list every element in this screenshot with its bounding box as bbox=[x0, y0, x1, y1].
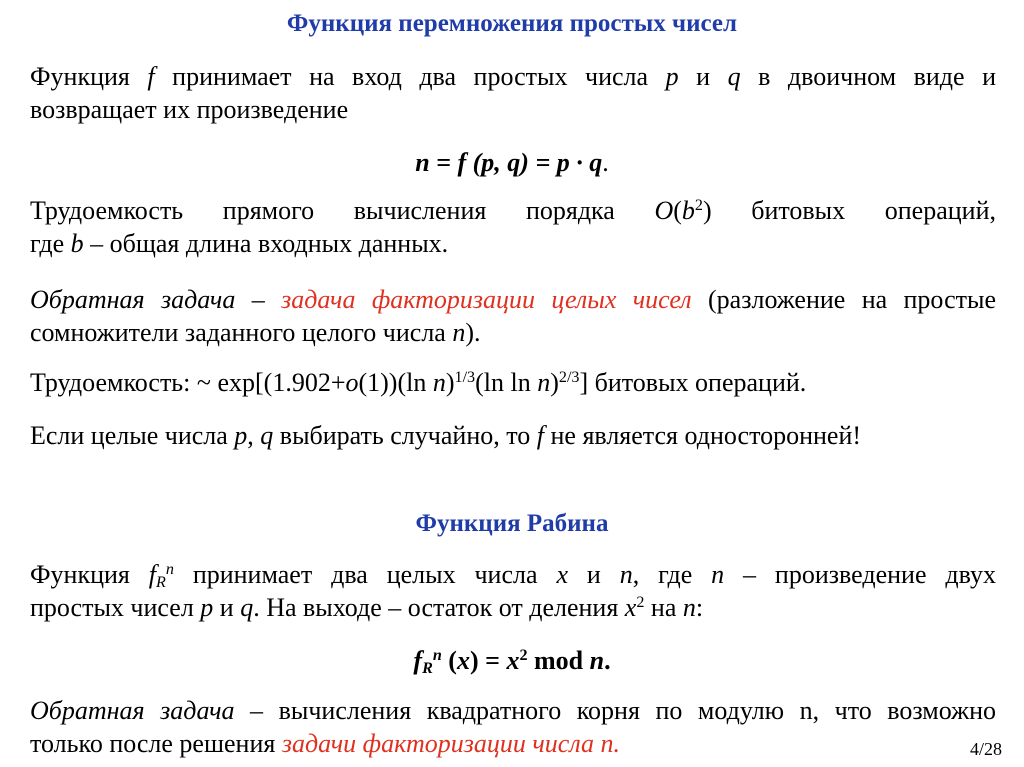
text: только после решения bbox=[30, 729, 282, 758]
paragraph-rabin-inverse bbox=[30, 694, 996, 760]
paragraph-line bbox=[30, 366, 996, 399]
var-q: q bbox=[260, 421, 274, 450]
var-p: p bbox=[234, 421, 248, 450]
text: ) bbox=[550, 368, 559, 397]
text: (1))(ln bbox=[358, 368, 433, 397]
var-n: n bbox=[682, 593, 696, 622]
text: mod bbox=[527, 646, 590, 675]
var-x: x bbox=[506, 646, 520, 675]
text: – произведение двух bbox=[724, 560, 997, 589]
text: – вычисления квадратного корня по модулю n, что возможно bbox=[234, 696, 996, 725]
var-f: f bbox=[413, 646, 423, 675]
text: и bbox=[567, 560, 620, 589]
paragraph-factorization-complexity bbox=[30, 366, 996, 399]
paragraph-line bbox=[30, 194, 996, 227]
text: сомножители заданного целого числа bbox=[30, 318, 453, 347]
var-n: n bbox=[537, 368, 551, 397]
exponent: 2 bbox=[694, 197, 703, 215]
superscript: n bbox=[165, 561, 174, 579]
text: – общая длина входных данных. bbox=[83, 229, 449, 258]
text: : bbox=[695, 593, 704, 622]
text: Трудоемкость прямого вычисления порядка bbox=[30, 196, 655, 225]
text: ( bbox=[441, 646, 457, 675]
subscript: R bbox=[422, 660, 433, 678]
text: на bbox=[644, 593, 683, 622]
exponent: 2/3 bbox=[558, 369, 580, 387]
text: . На выходе – остаток от деления bbox=[253, 593, 625, 622]
exponent: 2 bbox=[636, 594, 645, 612]
var-f: f bbox=[148, 560, 157, 589]
paragraph-inverse-problem bbox=[30, 283, 996, 349]
paragraph-line bbox=[30, 558, 996, 591]
paragraph-line bbox=[30, 591, 996, 624]
exponent: 1/3 bbox=[454, 369, 476, 387]
var-n: n bbox=[619, 560, 633, 589]
var-x: x bbox=[624, 593, 637, 622]
text: , bbox=[247, 421, 261, 450]
highlight-factorization: задачи факторизации числа n. bbox=[281, 729, 620, 758]
paragraph-line bbox=[30, 316, 996, 349]
paragraph-line bbox=[30, 694, 996, 727]
text: и bbox=[678, 62, 728, 91]
slide-title: Функция перемножения простых чисел bbox=[286, 10, 738, 37]
text: ) битовых операций, bbox=[702, 196, 996, 225]
paragraph-line bbox=[30, 227, 996, 260]
var-x: x bbox=[456, 646, 470, 675]
text: (разложение на простые bbox=[691, 285, 996, 314]
text: (ln ln bbox=[475, 368, 538, 397]
text: Трудоемкость: ~ exp[(1.902+ bbox=[30, 368, 346, 397]
paragraph-multiplication-function bbox=[30, 60, 996, 126]
var-q: q bbox=[727, 62, 741, 91]
paragraph-random-choice bbox=[30, 419, 996, 452]
section-title-rabin: Функция Рабина bbox=[415, 510, 609, 537]
text: выбирать случайно, то bbox=[273, 421, 537, 450]
text: Обратная задача – bbox=[30, 285, 282, 314]
text: , где bbox=[632, 560, 712, 589]
exponent: 2 bbox=[519, 647, 528, 665]
var-o: o bbox=[345, 368, 359, 397]
paragraph-line: возвращает их произведение bbox=[30, 95, 349, 124]
var-q: q bbox=[240, 593, 254, 622]
highlight-factorization: задача факторизации целых чисел bbox=[281, 285, 692, 314]
var-n: n bbox=[589, 646, 605, 675]
subscript: R bbox=[156, 574, 166, 592]
var-f: f bbox=[147, 62, 155, 91]
var-p: p bbox=[200, 593, 214, 622]
var-b: b bbox=[70, 229, 84, 258]
page-number: 4/28 bbox=[969, 739, 1002, 759]
var-x: x bbox=[556, 560, 568, 589]
text: Функция bbox=[30, 62, 148, 91]
formula-text: n = f (p, q) = p · q bbox=[415, 148, 603, 177]
var-n: n bbox=[452, 318, 466, 347]
var-n: n bbox=[432, 368, 446, 397]
paragraph-line bbox=[30, 60, 996, 93]
paragraph-line bbox=[30, 419, 996, 452]
paragraph-line bbox=[30, 283, 996, 316]
text: ] битовых операций. bbox=[579, 368, 807, 397]
text: Если целые числа bbox=[30, 421, 235, 450]
text: где bbox=[30, 229, 71, 258]
text: Функция bbox=[30, 560, 149, 589]
text: в двоичном виде и bbox=[740, 62, 996, 91]
text: ). bbox=[465, 318, 481, 347]
text: принимает на вход два простых числа bbox=[154, 62, 666, 91]
text: . bbox=[604, 646, 611, 675]
text: не является односторонней! bbox=[543, 421, 862, 450]
text: простых чисел bbox=[30, 593, 201, 622]
var-p: p bbox=[665, 62, 679, 91]
paragraph-rabin-function bbox=[30, 558, 996, 624]
formula-end: . bbox=[602, 148, 609, 177]
formula-rabin bbox=[0, 644, 1024, 677]
text: ) = bbox=[469, 646, 507, 675]
superscript: n bbox=[432, 647, 442, 665]
var-O: O bbox=[654, 196, 674, 225]
formula-product bbox=[0, 146, 1024, 179]
paragraph-line bbox=[30, 727, 996, 760]
text: ( bbox=[673, 196, 682, 225]
var-n: n bbox=[711, 560, 725, 589]
text: ) bbox=[445, 368, 455, 397]
var-f: f bbox=[536, 421, 544, 450]
text: принимает два целых числа bbox=[173, 560, 557, 589]
text: Обратная задача bbox=[30, 696, 235, 725]
var-b: b bbox=[681, 196, 695, 225]
text: и bbox=[213, 593, 241, 622]
paragraph-complexity bbox=[30, 194, 996, 260]
